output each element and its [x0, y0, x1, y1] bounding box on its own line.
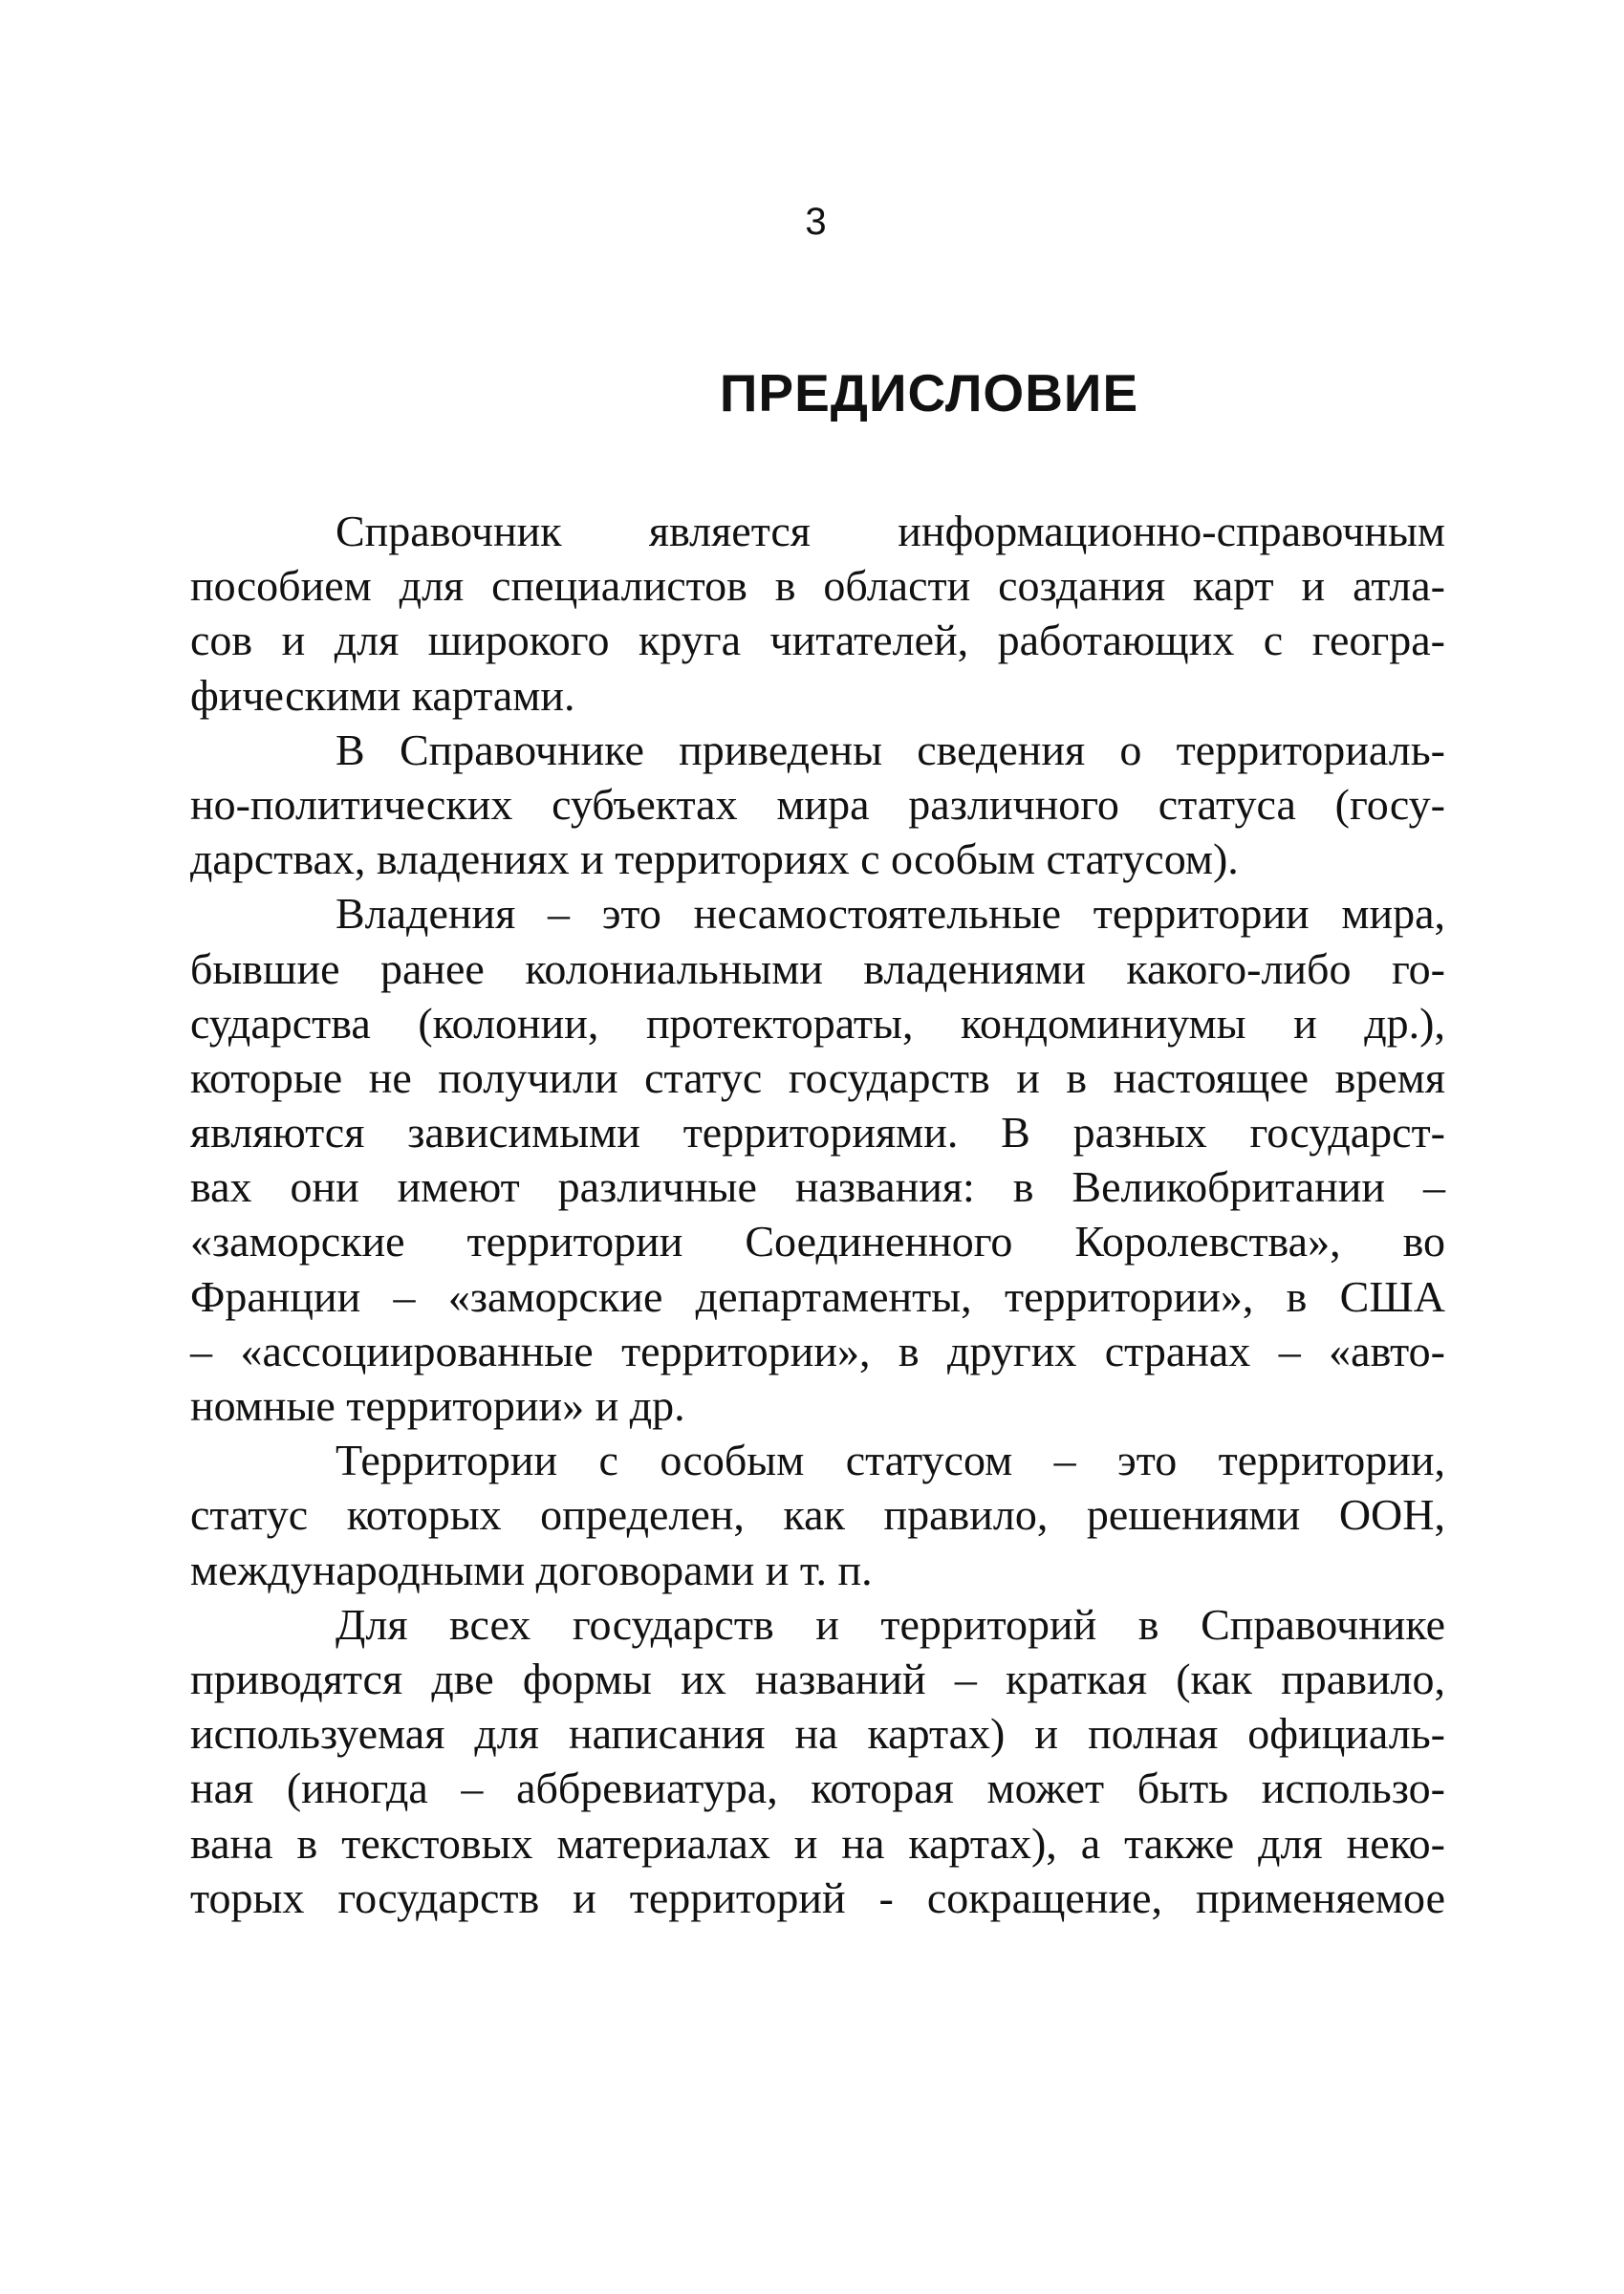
paragraph-4-line-1: Территории с особым статусом – это территории,	[336, 1436, 1445, 1485]
paragraph-1-line-2: пособием для специалистов в области создания карт и атла-	[190, 561, 1445, 611]
page-number: 3	[805, 201, 827, 243]
paragraph-3-line-4: которые не получили статус государств и в настоящее время	[190, 1052, 1445, 1102]
paragraph-5-line-5: вана в текстовых материалах и на картах), а также для неко-	[190, 1818, 1445, 1868]
paragraph-1-line-4: фическими картами.	[190, 670, 575, 720]
paragraph-2-line-2: но-политических субъектах мира различного статуса (госу-	[190, 779, 1445, 829]
body-text	[190, 504, 1445, 1925]
page-title: ПРЕДИСЛОВИЕ	[719, 363, 1139, 422]
paragraph-4-line-3: международными договорами и т. п.	[190, 1545, 873, 1594]
paragraph-3-line-8: Франции – «заморские департаменты, территории», в США	[190, 1271, 1445, 1321]
paragraph-5-line-1: Для всех государств и территорий в Справочнике	[336, 1599, 1445, 1649]
paragraph-5-line-6: торых государств и территорий - сокращение, применяемое	[190, 1872, 1445, 1922]
paragraph-5-line-4: ная (иногда – аббревиатура, которая может быть использо-	[190, 1764, 1445, 1813]
paragraph-4-line-2: статус которых определен, как правило, решениями ООН,	[190, 1490, 1445, 1540]
paragraph-1-line-1: Справочник является информационно-справочным	[336, 507, 1445, 555]
paragraph-1-line-3: сов и для широкого круга читателей, работающих с геогра-	[190, 616, 1445, 665]
paragraph-3-line-7: «заморские территории Соединенного Королевства», во	[190, 1217, 1445, 1266]
paragraph-3-line-9: – «ассоциированные территории», в других странах – «авто-	[190, 1326, 1445, 1375]
paragraph-2-line-3: дарствах, владениях и территориях с особым статусом).	[190, 834, 1239, 884]
paragraph-3-line-1: Владения – это несамостоятельные территории мира,	[336, 889, 1445, 939]
paragraph-3-line-6: вах они имеют различные названия: в Великобритании –	[190, 1162, 1445, 1212]
paragraph-3-line-10: номные территории» и др.	[190, 1381, 685, 1430]
paragraph-5-line-2: приводятся две формы их названий – краткая (как правило,	[190, 1654, 1445, 1703]
paragraph-2-line-1: В Справочнике приведены сведения о территориаль-	[336, 725, 1445, 774]
paragraph-3-line-2: бывшие ранее колониальными владениями какого-либо го-	[190, 943, 1445, 993]
paragraph-3-line-5: являются зависимыми территориями. В разных государст-	[190, 1108, 1445, 1158]
paragraph-5-line-3: используемая для написания на картах) и полная официаль-	[190, 1709, 1445, 1759]
paragraph-3-line-3: сударства (колонии, протектораты, кондоминиумы и др.),	[190, 998, 1445, 1048]
